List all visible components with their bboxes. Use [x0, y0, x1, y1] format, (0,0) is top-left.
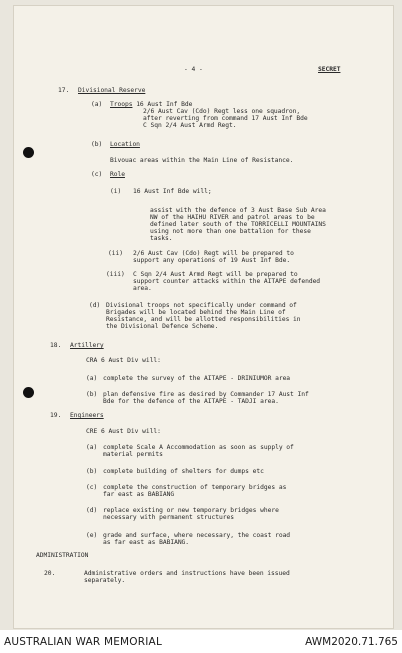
item-label: (b)	[91, 141, 103, 148]
item-text: 16 Aust Inf Bde	[132, 101, 193, 108]
item-text: Resistance, and will be allotted responsibilities in	[106, 316, 301, 323]
item-label: (e)	[86, 532, 98, 539]
section-number: 20.	[44, 570, 56, 577]
item-text: after reverting from command 17 Aust Inf Bde	[143, 115, 308, 122]
item-text: complete the survey of the AITAPE - DRINIUMOR area	[103, 375, 291, 382]
item-label: (d)	[86, 507, 98, 514]
item-text: Administrative orders and instructions have been issued	[84, 570, 290, 577]
item-text: grade and surface, where necessary, the coast road	[103, 532, 291, 539]
security-classification: SECRET	[318, 66, 341, 73]
punch-hole	[23, 387, 34, 398]
item-text: replace existing or new temporary bridges where	[103, 507, 279, 514]
item-text: tasks.	[150, 235, 173, 242]
item-text: the Divisional Defence Scheme.	[106, 323, 219, 330]
item-label: (a)	[86, 375, 98, 382]
item-text: 2/6 Aust Cav (Cdo) Regt less one squadron,	[143, 108, 301, 115]
item-text: using not more than one battalion for these	[150, 228, 311, 235]
archive-name: AUSTRALIAN WAR MEMORIAL	[4, 636, 162, 648]
subheading: Location	[110, 141, 140, 148]
item-text: 2/6 Aust Cav (Cdo) Regt will be prepared to	[133, 250, 294, 257]
item-text: complete Scale A Accommodation as soon as supply of	[103, 444, 294, 451]
item-text: Brigades will be located behind the Main Line of	[106, 309, 286, 316]
item-label: (b)	[86, 468, 98, 475]
item-text: far east as BABIANG	[103, 491, 175, 498]
item-text: 16 Aust Inf Bde will;	[133, 188, 212, 195]
item-text: NW of the HAIHU RIVER and patrol areas to be	[150, 214, 315, 221]
item-text: defined later south of the TORRICELLI MOUNTAINS	[150, 221, 326, 228]
item-label: (c)	[86, 484, 98, 491]
item-text: separately.	[84, 577, 126, 584]
section-number: 19.	[50, 412, 62, 419]
item-label: (d)	[89, 302, 101, 309]
section-intro: CRE 6 Aust Div will:	[86, 428, 161, 435]
section-heading: ADMINISTRATION	[36, 552, 89, 559]
section-number: 17.	[58, 87, 70, 94]
item-label: (ii)	[108, 250, 123, 257]
item-text: plan defensive fire as desired by Commander 17 Aust Inf	[103, 391, 309, 398]
item-text	[110, 101, 192, 108]
item-text: as far east as BABIANG.	[103, 539, 190, 546]
item-text: C Sqn 2/4 Aust Armd Regt will be prepared to	[133, 271, 298, 278]
subheading: Role	[110, 171, 125, 178]
item-label: (iii)	[106, 271, 125, 278]
page-number: - 4 -	[184, 66, 203, 73]
section-title: Engineers	[70, 412, 104, 419]
archive-reference: AWM2020.71.765	[305, 636, 398, 648]
section-number: 18.	[50, 342, 62, 349]
item-text: complete the construction of temporary bridges as	[103, 484, 287, 491]
subheading: Troops	[110, 101, 133, 108]
item-label: (i)	[110, 188, 122, 195]
item-text: support counter attacks within the AITAPE defended	[133, 278, 321, 285]
item-text: C Sqn 2/4 Aust Armd Regt.	[143, 122, 237, 129]
item-label: (a)	[86, 444, 98, 451]
item-text: area.	[133, 285, 152, 292]
item-text: Divisional troops not specifically under command of	[106, 302, 297, 309]
item-text: support any operations of 19 Aust Inf Bde.	[133, 257, 291, 264]
item-label: (c)	[91, 171, 103, 178]
item-label: (b)	[86, 391, 98, 398]
archive-footer	[0, 630, 402, 653]
item-text: Bde for the defence of the AITAPE - TADJI area.	[103, 398, 279, 405]
item-text: material permits	[103, 451, 163, 458]
section-title: Divisional Reserve	[78, 87, 146, 94]
section-intro: CRA 6 Aust Div will:	[86, 357, 161, 364]
item-text: necessary with permanent structures	[103, 514, 234, 521]
item-text: Bivouac areas within the Main Line of Resistance.	[110, 157, 294, 164]
punch-hole	[23, 147, 34, 158]
section-title: Artillery	[70, 342, 104, 349]
item-text: assist with the defence of 3 Aust Base Sub Area	[150, 207, 326, 214]
item-label: (a)	[91, 101, 103, 108]
item-text: complete building of shelters for dumps etc	[103, 468, 264, 475]
